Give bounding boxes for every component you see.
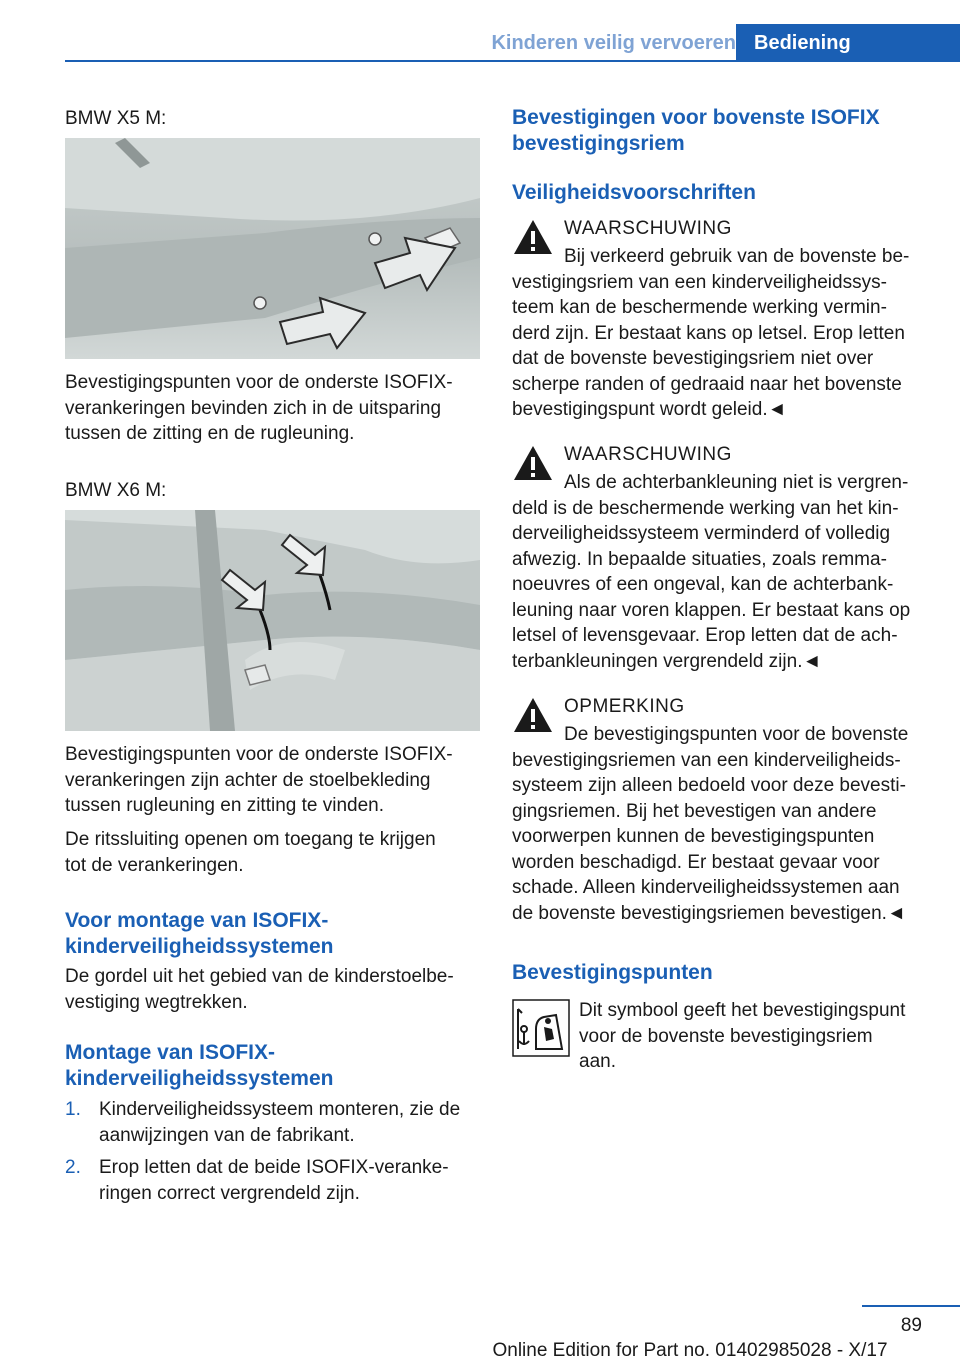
- heading-bevestigingen: Bevestigingen voor bovenste ISOFIX bevestigingsriem: [512, 106, 880, 155]
- heading-voor-montage: Voor montage van ISOFIX- kinderveiligheidssystemen: [65, 909, 334, 958]
- x5-label: BMW X5 M:: [65, 108, 167, 129]
- x5-caption: Bevestigingspunten voor de onderste ISOFIX- verankeringen bevinden zich in de uitsparing tussen de zitting en de rugleuning.: [65, 372, 453, 444]
- x6-caption: Bevestigingspunten voor de onderste ISOFIX- verankeringen zijn achter de stoelbekleding tussen rugleuning en zitting te vinden.: [65, 744, 453, 816]
- warning-label: WAARSCHUWING: [564, 218, 732, 239]
- symbol-description: Dit symbool geeft het bevestigingspunt voor de bovenste bevestigingsriem aan.: [579, 1000, 906, 1072]
- footer-line: [862, 1305, 960, 1307]
- anchor-symbol-icon: [512, 999, 570, 1057]
- step-number: 1.: [65, 1099, 81, 1120]
- step-number: 2.: [65, 1157, 81, 1178]
- zipper-text: De ritssluiting openen om toegang te krijgen tot de verankeringen.: [65, 829, 436, 876]
- voor-montage-text: De gordel uit het gebied van de kinderstoelbe- vestiging wegtrekken.: [65, 966, 454, 1013]
- warning-text: Bij verkeerd gebruik van de bovenste be- vestigingsriem van een kinderveiligheidssys- teem kan de beschermende werking vermin- derd zijn. Er bestaat kans op letsel. Erop letten dat de bovenste bevestigingsriem niet over scherpe randen of gedraaid naar het bovenste bevestigingspunt wordt geleid.◄: [512, 246, 910, 420]
- note-text: De bevestigingspunten voor de bovenste bevestigingsriemen van een kinderveiligheids- systeem zijn alleen bedoeld voor deze bevesti- gingsriemen. Bij het bevestigen van andere voorwerpen kunnen de bevestigingspunten worden beschadigd. Er bestaat gevaar voor schade. Alleen kinderveiligheidssystemen aan de bovenste bevestigingsriemen bevestigen.◄: [512, 724, 909, 924]
- note-label: OPMERKING: [564, 696, 685, 717]
- x6-seat-photo: [65, 510, 480, 731]
- heading-veiligheidsvoorschriften: Veiligheidsvoorschriften: [512, 181, 756, 204]
- step-2: 2. Erop letten dat de beide ISOFIX-veranke- ringen correct vergrendeld zijn.: [65, 1157, 449, 1204]
- x5-seat-photo: [65, 138, 480, 359]
- step-1: 1. Kinderveiligheidssysteem monteren, zie de aanwijzingen van de fabrikant.: [65, 1099, 461, 1146]
- footer-edition: Online Edition for Part no. 01402985028 - X/17: [492, 1340, 888, 1361]
- x6-label: BMW X6 M:: [65, 480, 167, 501]
- warning-text: Als de achterbankleuning niet is vergren- deld is de beschermende werking van het kin- derveiligheidssysteem verminderd of volledig afwezig. In bepaalde situaties, zoals remma- noeuvres of een ongeval, kan de achterbank- leuning naar voren klappen. Er bestaat kans op letsel of levensgevaar. Erop letten dat de ach- terbankleuningen vergrendeld zijn.◄: [512, 472, 911, 672]
- heading-montage: Montage van ISOFIX- kinderveiligheidssystemen: [65, 1041, 334, 1090]
- header-chapter-tab: Bediening: [736, 24, 960, 62]
- warning-label: WAARSCHUWING: [564, 444, 732, 465]
- heading-bevestigingspunten: Bevestigingspunten: [512, 961, 713, 984]
- page-number: 89: [900, 1315, 922, 1336]
- header-section-title: Kinderen veilig vervoeren: [491, 32, 736, 54]
